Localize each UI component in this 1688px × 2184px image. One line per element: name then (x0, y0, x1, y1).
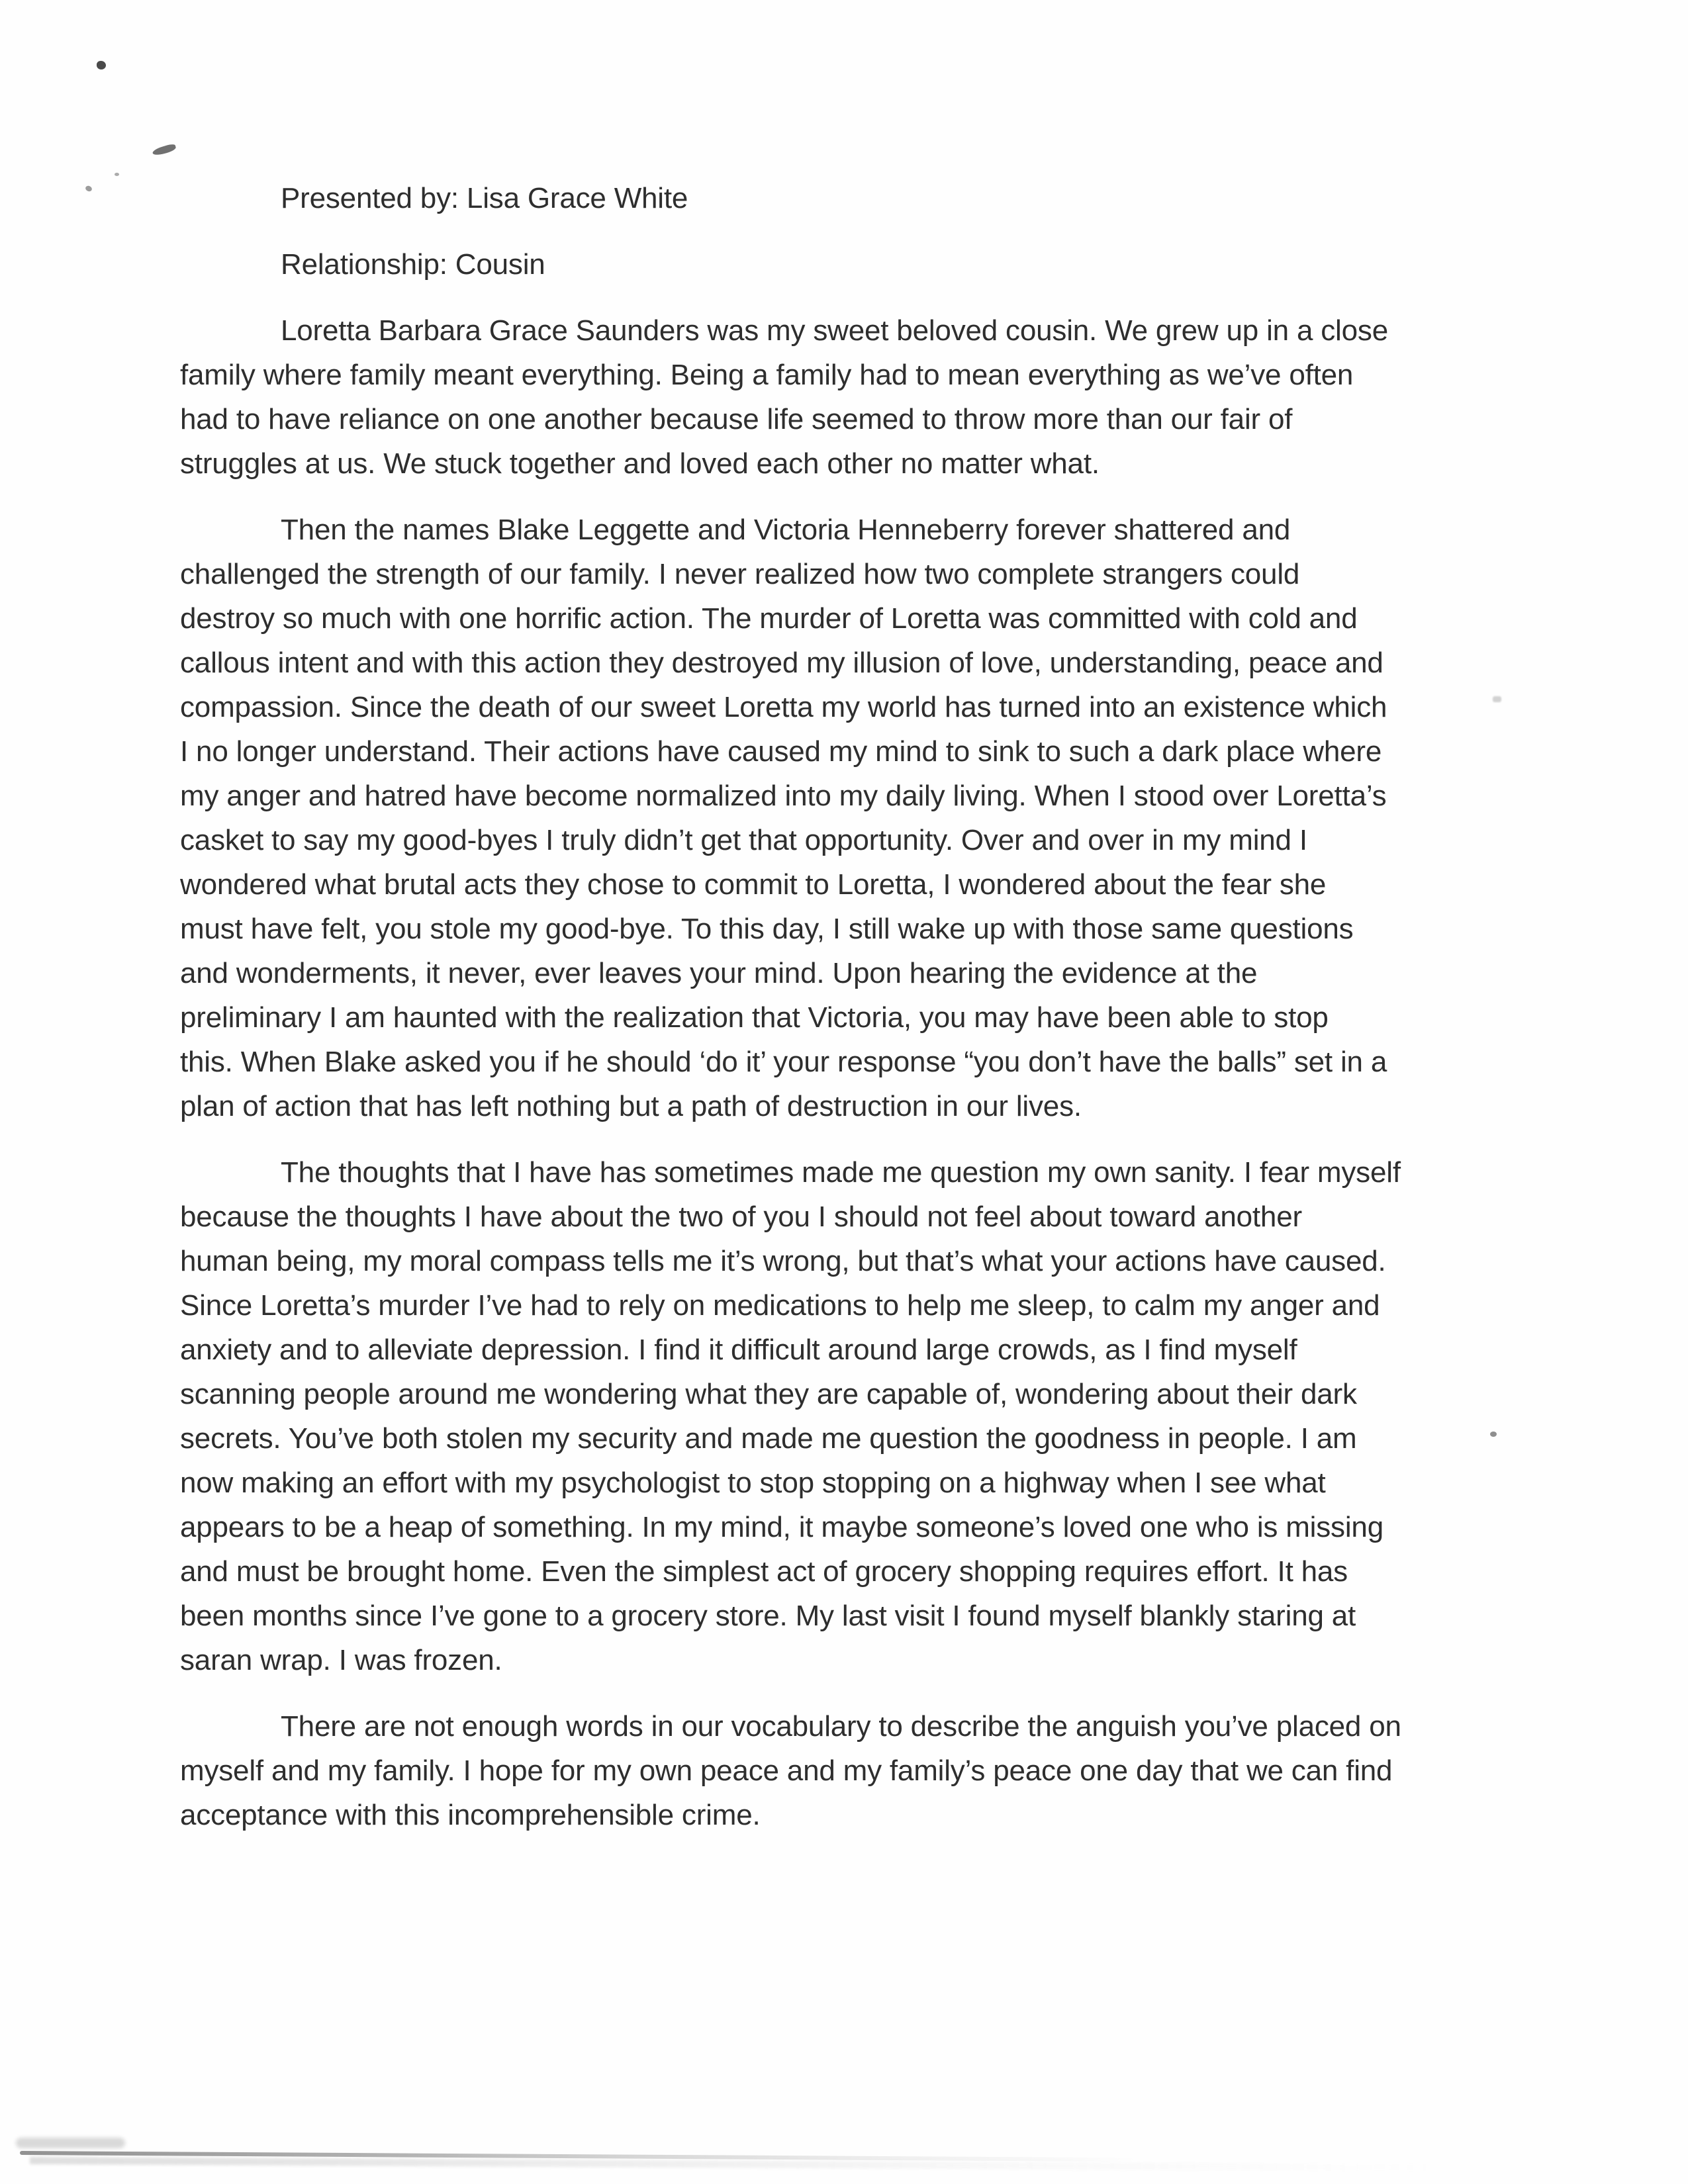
header-block (180, 176, 1491, 220)
text-line: my anger and hatred have become normalized into my daily living. When I stood over Loretta’s (180, 780, 1387, 812)
scan-speck (1493, 696, 1501, 702)
text-line: destroy so much with one horrific action. The murder of Loretta was committed with cold and (180, 602, 1358, 635)
scan-smudge (16, 2138, 125, 2148)
text-line: There are not enough words in our vocabulary to describe the anguish you’ve placed on (281, 1710, 1401, 1743)
text-line: anxiety and to alleviate depression. I find it difficult around large crowds, as I find myself (180, 1334, 1297, 1366)
scan-speck (115, 173, 119, 176)
relationship-line: Relationship: Cousin (281, 248, 545, 281)
text-line: Loretta Barbara Grace Saunders was my sweet beloved cousin. We grew up in a close (281, 314, 1388, 347)
text-line: I no longer understand. Their actions have caused my mind to sink to such a dark place where (180, 735, 1382, 768)
text-line: must have felt, you stole my good-bye. To this day, I still wake up with those same questions (180, 913, 1354, 945)
text-line: The thoughts that I have has sometimes made me question my own sanity. I fear myself (281, 1156, 1401, 1189)
scan-speck (85, 185, 93, 192)
text-line: saran wrap. I was frozen. (180, 1644, 502, 1676)
statement-paragraphs (180, 308, 1491, 1837)
text-line: and must be brought home. Even the simplest act of grocery shopping requires effort. It has (180, 1555, 1348, 1588)
text-line: casket to say my good-byes I truly didn’t get that opportunity. Over and over in my mind I (180, 824, 1307, 856)
scan-speck (97, 61, 106, 69)
paragraph (180, 1704, 1491, 1837)
text-line: callous intent and with this action they destroyed my illusion of love, understanding, peace and (180, 647, 1383, 679)
text-line: had to have reliance on one another because life seemed to throw more than our fair of (180, 403, 1293, 435)
text-line: secrets. You’ve both stolen my security and made me question the goodness in people. I am (180, 1422, 1357, 1455)
text-line: now making an effort with my psychologist to stop stopping on a highway when I see what (180, 1467, 1326, 1499)
text-line: Since Loretta’s murder I’ve had to rely on medications to help me sleep, to calm my anger and (180, 1289, 1380, 1322)
text-line: struggles at us. We stuck together and loved each other no matter what. (180, 447, 1100, 480)
victim-impact-statement-text (180, 176, 1491, 1859)
text-line: appears to be a heap of something. In my mind, it maybe someone’s loved one who is missing (180, 1511, 1383, 1543)
text-line: family where family meant everything. Being a family had to mean everything as we’ve often (180, 359, 1354, 391)
paragraph (180, 308, 1491, 486)
text-line: compassion. Since the death of our sweet Loretta my world has turned into an existence which (180, 691, 1387, 723)
text-line: Then the names Blake Leggette and Victoria Henneberry forever shattered and (281, 514, 1291, 546)
text-line: been months since I’ve gone to a grocery store. My last visit I found myself blankly staring at (180, 1600, 1356, 1632)
presented-by-line: Presented by: Lisa Grace White (281, 182, 688, 214)
header-block (180, 242, 1491, 287)
text-line: human being, my moral compass tells me it’s wrong, but that’s what your actions have caused. (180, 1245, 1386, 1277)
text-line: wondered what brutal acts they chose to commit to Loretta, I wondered about the fear she (180, 868, 1327, 901)
paragraph (180, 508, 1491, 1128)
scan-smudge (152, 143, 177, 156)
text-line: myself and my family. I hope for my own peace and my family’s peace one day that we can find (180, 1754, 1393, 1787)
text-line: because the thoughts I have about the two of you I should not feel about toward another (180, 1201, 1302, 1233)
text-line: preliminary I am haunted with the realization that Victoria, you may have been able to stop (180, 1001, 1329, 1034)
text-line: plan of action that has left nothing but a path of destruction in our lives. (180, 1090, 1082, 1122)
text-line: and wonderments, it never, ever leaves your mind. Upon hearing the evidence at the (180, 957, 1258, 989)
text-line: acceptance with this incomprehensible crime. (180, 1799, 761, 1831)
paragraph (180, 1150, 1491, 1682)
text-line: scanning people around me wondering what they are capable of, wondering about their dark (180, 1378, 1357, 1410)
scan-speck (1490, 1432, 1497, 1437)
text-line: this. When Blake asked you if he should ‘do it’ your response “you don’t have the balls” set in a (180, 1046, 1387, 1078)
text-line: challenged the strength of our family. I never realized how two complete strangers could (180, 558, 1300, 590)
